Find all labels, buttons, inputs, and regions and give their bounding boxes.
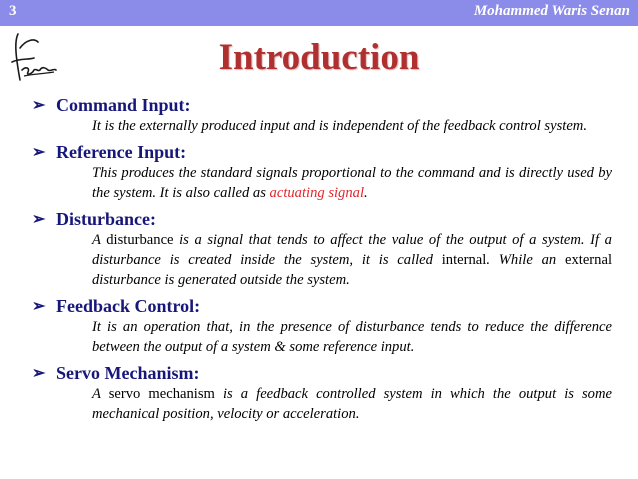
content-list xyxy=(32,94,612,429)
body-text-part: . While an xyxy=(486,252,565,268)
section-heading xyxy=(32,94,612,116)
highlighted-term: actuating signal xyxy=(269,185,365,201)
arrow-bullet-icon: ➢ xyxy=(32,211,46,228)
section-servo-mechanism xyxy=(32,362,612,424)
body-text-part: . xyxy=(364,185,368,201)
heading-text: Command Input: xyxy=(56,94,191,115)
page-title: Introduction xyxy=(218,37,420,78)
section-body xyxy=(92,163,612,203)
header-bar xyxy=(0,0,638,26)
section-feedback-control xyxy=(32,295,612,357)
body-text-part: This produces the standard signals proportional to the command and is directly used by the system. It is also called as xyxy=(92,165,612,201)
arrow-bullet-icon: ➢ xyxy=(32,365,46,382)
body-text-part: is a feedback controlled system in which the output is some mechanical position, velocity or acceleration. xyxy=(92,386,612,422)
section-heading xyxy=(32,208,612,230)
arrow-bullet-icon: ➢ xyxy=(32,97,46,114)
heading-text: Servo Mechanism: xyxy=(56,362,200,383)
section-body xyxy=(92,384,612,424)
body-text-part: disturbance is generated outside the system. xyxy=(92,272,350,288)
arrow-bullet-icon: ➢ xyxy=(32,144,46,161)
upright-term: external xyxy=(565,252,612,268)
section-heading xyxy=(32,362,612,384)
heading-text: Reference Input: xyxy=(56,141,187,162)
heading-text: Feedback Control: xyxy=(56,295,201,316)
body-text-part: is a signal that tends to affect the value of the output of a system. If a disturbance is created inside the system, it is called xyxy=(92,232,612,268)
section-body xyxy=(92,230,612,290)
body-text-part: A xyxy=(92,232,107,248)
arrow-bullet-icon: ➢ xyxy=(32,298,46,315)
section-body: It is the externally produced input and is independent of the feedback control system. xyxy=(92,118,587,134)
upright-term: disturbance xyxy=(106,232,174,248)
heading-text: Disturbance: xyxy=(56,208,156,229)
upright-term: servo mechanism xyxy=(108,386,215,402)
upright-term: internal xyxy=(441,252,487,268)
section-heading xyxy=(32,141,612,163)
section-heading xyxy=(32,295,612,317)
section-body: It is an operation that, in the presence of disturbance tends to reduce the difference between the output of a system & some reference input. xyxy=(92,319,612,355)
author-name: Mohammed Waris Senan xyxy=(473,3,630,19)
body-text-part: A xyxy=(92,386,109,402)
section-command-input xyxy=(32,94,612,136)
slide-number: 3 xyxy=(9,3,17,19)
section-reference-input xyxy=(32,141,612,203)
section-disturbance xyxy=(32,208,612,290)
